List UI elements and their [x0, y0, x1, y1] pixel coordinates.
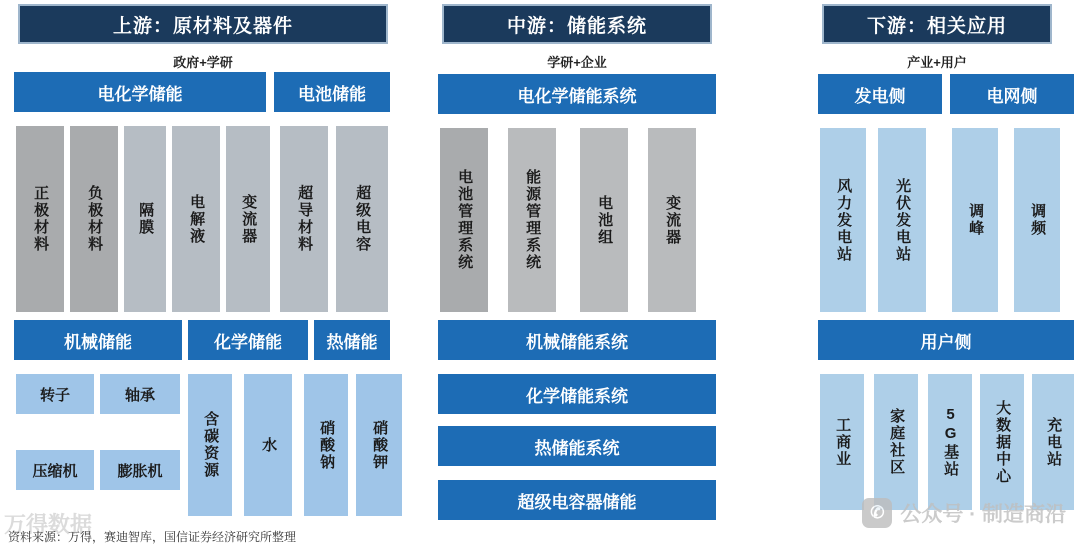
- wechat-icon: ✆: [862, 498, 892, 528]
- downstream-app-wind-power-station[interactable]: 风力发电站: [820, 128, 866, 312]
- upstream-material-separator[interactable]: 隔膜: [124, 126, 166, 312]
- midstream-system-converter[interactable]: 变流器: [648, 128, 696, 312]
- upstream-bar-thermal[interactable]: 热储能: [314, 320, 390, 360]
- upstream-item-rotor[interactable]: 转子: [16, 374, 94, 414]
- watermark-left: 万得数据: [4, 512, 93, 537]
- upstream-item-carbon-resource[interactable]: 含碳资源: [188, 374, 232, 516]
- upstream-material-converter[interactable]: 变流器: [226, 126, 270, 312]
- midstream-bar-supercapacitor-system[interactable]: 超级电容器储能: [438, 480, 716, 520]
- upstream-item-expander[interactable]: 膨胀机: [100, 450, 180, 490]
- midstream-bar-chemical-system[interactable]: 化学储能系统: [438, 374, 716, 414]
- upstream-material-supercapacitor[interactable]: 超级电容: [336, 126, 388, 312]
- midstream-bar-electrochemical-system[interactable]: 电化学储能系统: [438, 74, 716, 114]
- watermark-right: [862, 498, 1066, 528]
- downstream-app-peak-shaving[interactable]: 调峰: [952, 128, 998, 312]
- midstream-header: 中游：储能系统: [442, 4, 712, 44]
- upstream-material-anode[interactable]: 负极材料: [70, 126, 118, 312]
- upstream-note: 政府+学研: [173, 55, 233, 70]
- downstream-app-home-community[interactable]: 家庭社区: [874, 374, 918, 510]
- upstream-bar-mechanical[interactable]: 机械储能: [14, 320, 182, 360]
- downstream-header: 下游：相关应用: [822, 4, 1052, 44]
- upstream-material-electrolyte[interactable]: 电解液: [172, 126, 220, 312]
- upstream-item-potassium-nitrate[interactable]: 硝酸钾: [356, 374, 402, 516]
- midstream-note: 学研+企业: [547, 55, 607, 70]
- downstream-app-industrial-commercial[interactable]: 工商业: [820, 374, 864, 510]
- source-note: 资料来源：万得，赛迪智库，国信证券经济研究所整理: [8, 530, 297, 544]
- downstream-app-big-data-center[interactable]: 大数据中心: [980, 374, 1024, 510]
- midstream-system-ems[interactable]: 能源管理系统: [508, 128, 556, 312]
- downstream-app-5g-base-station[interactable]: 5G基站: [928, 374, 972, 510]
- watermark-right-text: 公众号 · 制造商沿: [900, 503, 1066, 526]
- upstream-bar-chemical[interactable]: 化学储能: [188, 320, 308, 360]
- midstream-bar-thermal-system[interactable]: 热储能系统: [438, 426, 716, 466]
- upstream-material-superconductor[interactable]: 超导材料: [280, 126, 328, 312]
- upstream-item-bearing[interactable]: 轴承: [100, 374, 180, 414]
- midstream-system-battery-pack[interactable]: 电池组: [580, 128, 628, 312]
- upstream-header: 上游：原材料及器件: [18, 4, 388, 44]
- upstream-item-water[interactable]: 水: [244, 374, 292, 516]
- downstream-bar-grid-side[interactable]: 电网侧: [950, 74, 1074, 114]
- midstream-bar-mechanical-system[interactable]: 机械储能系统: [438, 320, 716, 360]
- downstream-bar-user-side[interactable]: 用户侧: [818, 320, 1074, 360]
- upstream-item-sodium-nitrate[interactable]: 硝酸钠: [304, 374, 348, 516]
- downstream-app-charging-station[interactable]: 充电站: [1032, 374, 1074, 510]
- upstream-item-compressor[interactable]: 压缩机: [16, 450, 94, 490]
- downstream-bar-generation-side[interactable]: 发电侧: [818, 74, 942, 114]
- downstream-app-frequency-regulation[interactable]: 调频: [1014, 128, 1060, 312]
- upstream-bar-electrochemical[interactable]: 电化学储能: [14, 72, 266, 112]
- downstream-app-pv-power-station[interactable]: 光伏发电站: [878, 128, 926, 312]
- upstream-bar-battery[interactable]: 电池储能: [274, 72, 390, 112]
- downstream-note: 产业+用户: [907, 55, 967, 70]
- midstream-system-bms[interactable]: 电池管理系统: [440, 128, 488, 312]
- upstream-material-cathode[interactable]: 正极材料: [16, 126, 64, 312]
